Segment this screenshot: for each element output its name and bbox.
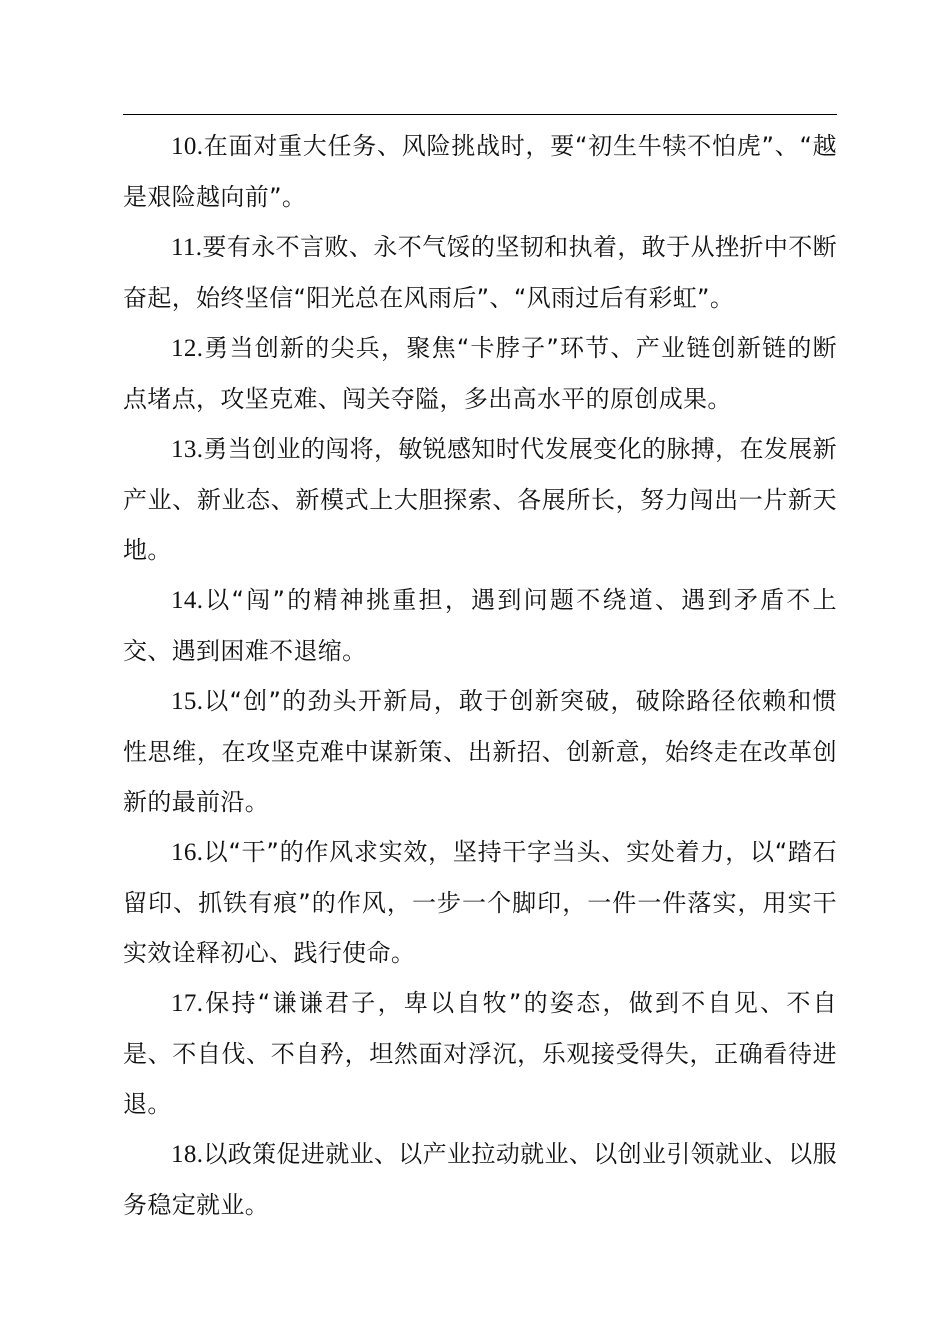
item-text: 要有永不言败、永不气馁的坚韧和执着，敢于从挫折中不断奋起，始终坚信“阳光总在风雨后”、“风雨过后有彩虹”。 [123,233,837,312]
item-text: 以“创”的劲头开新局，敢于创新突破，破除路径依赖和惯性思维，在攻坚克难中谋新策、出新招、创新意，始终走在改革创新的最前沿。 [123,687,837,816]
item-number: 15. [171,688,204,715]
item-text: 以政策促进就业、以产业拉动就业、以创业引领就业、以服务稳定就业。 [123,1140,837,1219]
list-item-16 [123,827,837,978]
item-text: 勇当创业的闯将，敏锐感知时代发展变化的脉搏，在发展新产业、新业态、新模式上大胆探索、各展所长，努力闯出一片新天地。 [123,435,837,564]
item-text: 以“干”的作风求实效，坚持干字当头、实处着力，以“踏石留印、抓铁有痕”的作风，一步一个脚印，一件一件落实，用实干实效诠释初心、践行使命。 [123,838,837,967]
item-text: 保持“谦谦君子，卑以自牧”的姿态，做到不自见、不自是、不自伐、不自矜，坦然面对浮沉，乐观接受得失，正确看待进退。 [123,989,837,1118]
list-item-15 [123,676,837,827]
document-body [123,121,837,1230]
item-text: 以“闯”的精神挑重担，遇到问题不绕道、遇到矛盾不上交、遇到困难不退缩。 [123,586,837,665]
item-number: 18. [171,1141,204,1168]
item-number: 10. [171,133,204,160]
item-number: 14. [171,587,204,614]
list-item-13 [123,424,837,575]
item-number: 11. [171,234,203,261]
item-text: 在面对重大任务、风险挑战时，要“初生牛犊不怕虎”、“越是艰险越向前”。 [123,132,837,211]
list-item-18 [123,1129,837,1230]
item-number: 17. [171,990,204,1017]
list-item-12 [123,323,837,424]
item-number: 12. [171,335,204,362]
list-item-14 [123,575,837,676]
item-text: 勇当创新的尖兵，聚焦“卡脖子”环节、产业链创新链的断点堵点，攻坚克难、闯关夺隘，多出高水平的原创成果。 [123,334,837,413]
list-item-17 [123,978,837,1129]
item-number: 16. [171,839,204,866]
item-number: 13. [171,436,204,463]
list-item-10 [123,121,837,222]
list-item-11 [123,222,837,323]
header-rule [123,114,837,115]
